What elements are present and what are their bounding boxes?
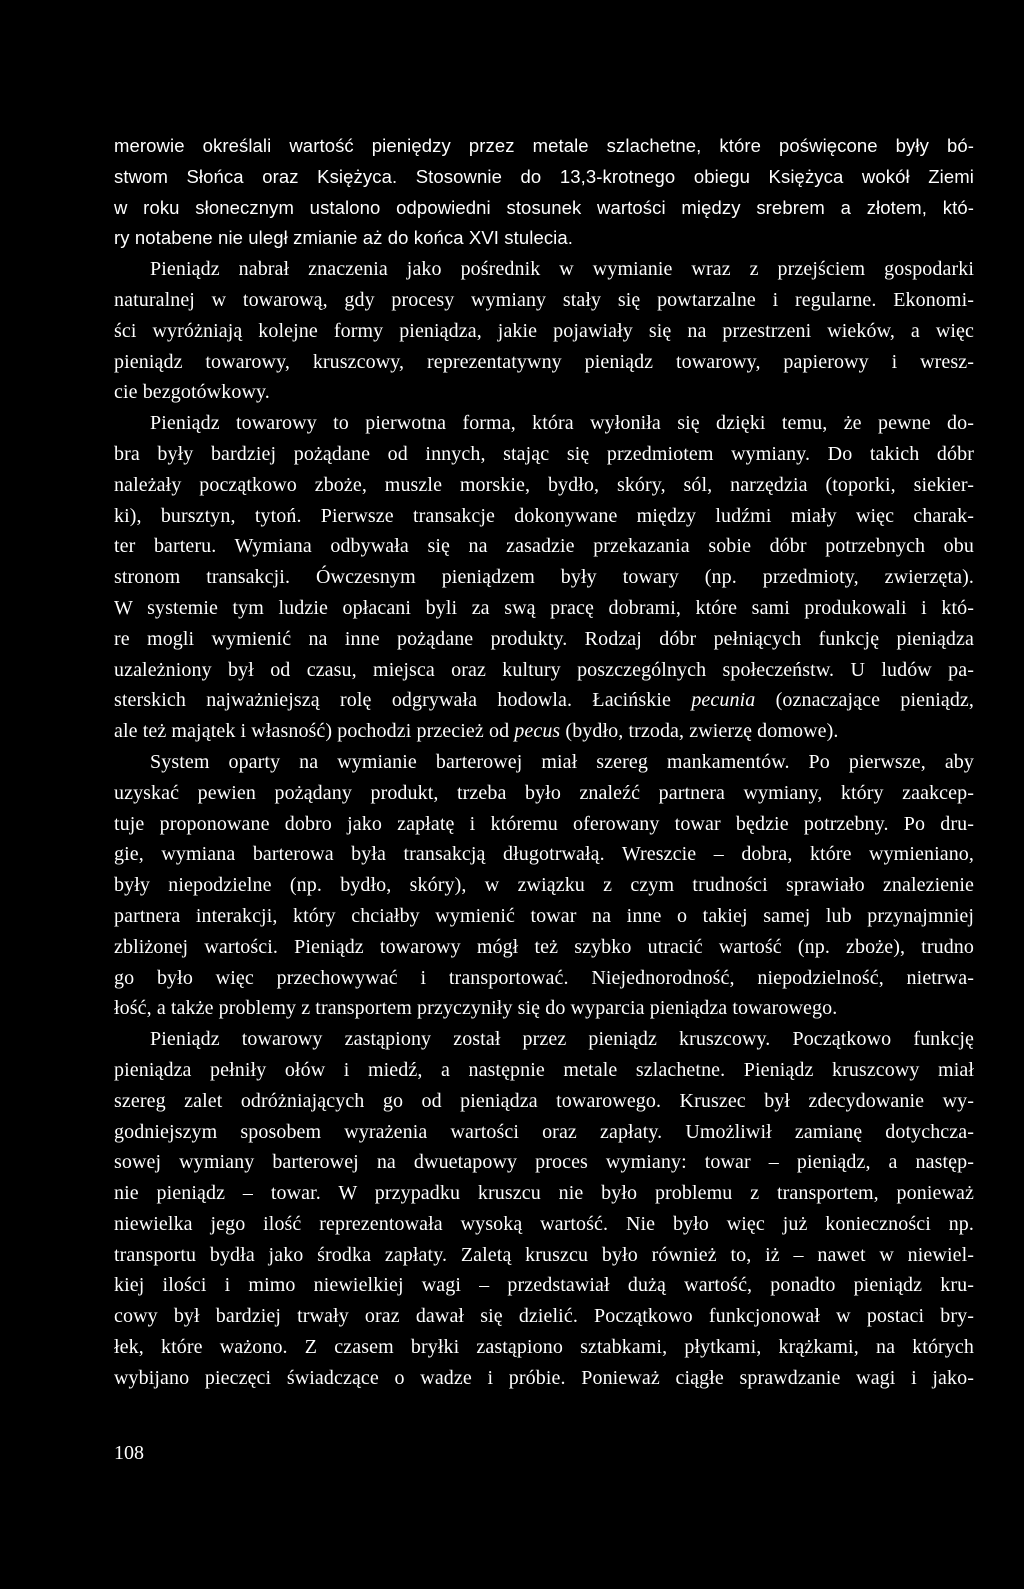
text-line: były niepodzielne (np. bydło, skóry), w związku z czym trudności sprawiało znalezienie — [114, 874, 974, 897]
text-line: w roku słonecznym ustalono odpowiedni stosunek wartości między srebrem a złotem, któ- — [114, 196, 974, 218]
text-line: niewielka jego ilość reprezentowała wysoką wartość. Nie było więc już konieczności np. — [114, 1212, 974, 1235]
text-line: sterskich najważniejszą rolę odgrywała hodowla. Łacińskie pecunia (oznaczające pieniądz, — [114, 689, 974, 712]
page-number: 108 — [114, 1442, 144, 1464]
text-line: należały początkowo zboże, muszle morskie, bydło, skóry, sól, narzędzia (toporki, siekier- — [114, 473, 974, 496]
text-line: wybijano pieczęci świadczące o wadze i próbie. Ponieważ ciągłe sprawdzanie wagi i jako- — [114, 1366, 974, 1389]
text-line: bra były bardziej pożądane od innych, stając się przedmiotem wymiany. Do takich dóbr — [114, 442, 974, 465]
text-line: uzależniony był od czasu, miejsca oraz kultury poszczególnych społeczeństw. U ludów pa- — [114, 658, 974, 681]
text-line: Pieniądz nabrał znaczenia jako pośrednik w wymianie wraz z przejściem gospodarki — [150, 258, 974, 281]
text-line: ale też majątek i własność) pochodzi przecież od pecus (bydło, trzoda, zwierzę domowe). — [114, 720, 839, 743]
text-line: W systemie tym ludzie opłacani byli za swą pracę dobrami, które sami produkowali i któ- — [114, 596, 974, 619]
text-line: ry notabene nie uległ zmianie aż do końca XVI stulecia. — [114, 227, 574, 249]
text-line: stronom transakcji. Ówczesnym pieniądzem były towary (np. przedmioty, zwierzęta). — [114, 566, 974, 589]
body-text — [114, 131, 974, 1394]
text-line: go było więc przechowywać i transportować. Niejednorodność, niepodzielność, nietrwa- — [114, 966, 974, 989]
text-line: szereg zalet odróżniających go od pieniądza towarowego. Kruszec był zdecydowanie wy- — [114, 1089, 974, 1112]
text-line: ści wyróżniają kolejne formy pieniądza, jakie pojawiały się na przestrzeni wieków, a więc — [114, 319, 974, 342]
text-line: nie pieniądz – towar. W przypadku kruszcu nie było problemu z transportem, ponieważ — [114, 1182, 974, 1205]
italic-term: pecus — [514, 720, 561, 743]
text-line: sowej wymiany barterowej na dwuetapowy proces wymiany: towar – pieniądz, a następ- — [114, 1151, 974, 1174]
text-line: stwom Słońca oraz Księżyca. Stosownie do 13,3-krotnego obiegu Księżyca wokół Ziemi — [114, 165, 974, 187]
text-line: ki), bursztyn, tytoń. Pierwsze transakcje dokonywane między ludźmi miały więc charak- — [114, 504, 974, 527]
text-line: transportu bydła jako środka zapłaty. Zaletą kruszcu było również to, iż – nawet w niewiel- — [114, 1243, 974, 1266]
text-line: partnera interakcji, który chciałby wymienić towar na inne o takiej samej lub przynajmniej — [114, 904, 974, 927]
text-line: cie bezgotówkowy. — [114, 381, 270, 404]
text-line: tuje proponowane dobro jako zapłatę i któremu oferowany towar będzie potrzebny. Po dru- — [114, 812, 974, 835]
text-line: Pieniądz towarowy to pierwotna forma, która wyłoniła się dzięki temu, że pewne do- — [150, 412, 974, 435]
text-line: merowie określali wartość pieniędzy przez metale szlachetne, które poświęcone były bó- — [114, 135, 974, 156]
text-line: Pieniądz towarowy zastąpiony został przez pieniądz kruszcowy. Początkowo funkcję — [150, 1028, 974, 1051]
text-line: godniejszym sposobem wyrażenia wartości oraz zapłaty. Umożliwił zamianę dotychcza- — [114, 1120, 974, 1143]
text-line: ter barteru. Wymiana odbywała się na zasadzie przekazania sobie dóbr potrzebnych obu — [114, 535, 974, 558]
text-line: naturalnej w towarową, gdy procesy wymiany stały się powtarzalne i regularne. Ekonomi- — [114, 288, 974, 311]
text-line: gie, wymiana barterowa była transakcją długotrwałą. Wreszcie – dobra, które wymieniano, — [114, 843, 974, 866]
text-line: cowy był bardziej trwały oraz dawał się dzielić. Początkowo funkcjonował w postaci bry- — [114, 1305, 974, 1328]
text-line: zbliżonej wartości. Pieniądz towarowy mógł też szybko utracić wartość (np. zboże), trudno — [114, 935, 974, 958]
text-line: uzyskać pewien pożądany produkt, trzeba było znaleźć partnera wymiany, który zaakcep- — [114, 781, 974, 804]
italic-term: pecunia — [691, 689, 756, 712]
text-line: System oparty na wymianie barterowej miał szereg mankamentów. Po pierwsze, aby — [150, 750, 974, 773]
text-line: łek, które ważono. Z czasem bryłki zastąpiono sztabkami, płytkami, krążkami, na których — [114, 1336, 974, 1359]
text-line: pieniądz towarowy, kruszcowy, reprezentatywny pieniądz towarowy, papierowy i wresz- — [114, 350, 974, 373]
text-line: pieniądza pełniły ołów i miedź, a następnie metale szlachetne. Pieniądz kruszcowy miał — [114, 1058, 974, 1081]
text-line: łość, a także problemy z transportem przyczyniły się do wyparcia pieniądza towarowego. — [114, 997, 838, 1020]
text-line: re mogli wymienić na inne pożądane produkty. Rodzaj dóbr pełniących funkcję pieniądza — [114, 627, 974, 650]
text-line: kiej ilości i mimo niewielkiej wagi – przedstawiał dużą wartość, ponadto pieniądz kru- — [114, 1274, 974, 1297]
